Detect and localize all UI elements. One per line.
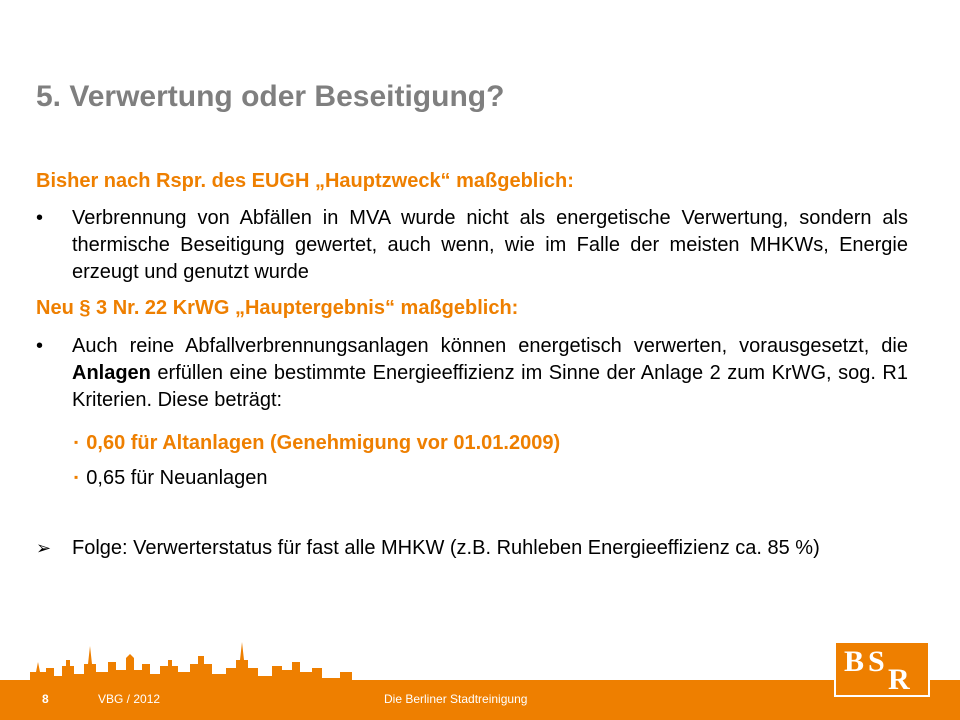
bullet-marker: • — [36, 207, 44, 229]
bullet-text — [72, 333, 908, 414]
sub-bullet-new-plants — [74, 464, 268, 492]
bullet-text: Verbrennung von Abfällen in MVA wurde nicht als energetische Verwertung, sondern als thermische Beseitigung gewertet, auch wenn, wie im Falle der meisten MHKWs, Energie erzeugt und genutzt wurde — [72, 207, 908, 283]
bullet-conclusion — [36, 535, 908, 562]
footer-organization: Die Berliner Stadtreinigung — [384, 692, 528, 706]
logo-letter-b: B — [844, 645, 864, 678]
bullet-marker: • — [36, 335, 44, 357]
slide-title: 5. Verwertung oder Beseitigung? — [36, 80, 505, 113]
sub-bullet-old-plants — [74, 429, 560, 457]
bullet-text-part: erfüllen eine bestimmte Energieeffizienz im Sinne der Anlage 2 zum KrWG, sog. R1 Kriterien. Diese beträgt: — [72, 362, 908, 411]
sub-bullet-text: 0,65 für Neuanlagen — [86, 467, 268, 489]
logo-letter-r: R — [888, 663, 909, 696]
bullet-text: Folge: Verwerterstatus für fast alle MHKW (z.B. Ruhleben Energieeffizienz ca. 85 %) — [72, 537, 820, 559]
bullet-incineration — [36, 205, 908, 286]
bsr-logo-letters — [836, 643, 928, 695]
heading-new-rule: Neu § 3 Nr. 22 KrWG „Hauptergebnis“ maßgeblich: — [36, 297, 519, 319]
bullet-energy-recovery — [36, 333, 908, 414]
square-bullet-icon: ▪ — [74, 435, 79, 449]
arrow-bullet-icon: ➢ — [36, 538, 52, 558]
berlin-skyline-icon — [0, 640, 960, 684]
heading-previous-rule: Bisher nach Rspr. des EUGH „Hauptzweck“ maßgeblich: — [36, 170, 574, 192]
sub-bullet-text: 0,60 für Altanlagen (Genehmigung vor 01.01.2009) — [86, 432, 561, 454]
logo-letter-s: S — [868, 645, 884, 678]
footer-event-label: VBG / 2012 — [98, 692, 161, 706]
bullet-text-bold: Anlagen — [72, 362, 151, 384]
square-bullet-icon: ▪ — [74, 470, 79, 484]
page-number: 8 — [42, 692, 49, 706]
bsr-logo — [834, 641, 930, 697]
bullet-text-part: Auch reine Abfallverbrennungsanlagen können energetisch verwerten, vorausgesetzt, die — [72, 335, 908, 357]
